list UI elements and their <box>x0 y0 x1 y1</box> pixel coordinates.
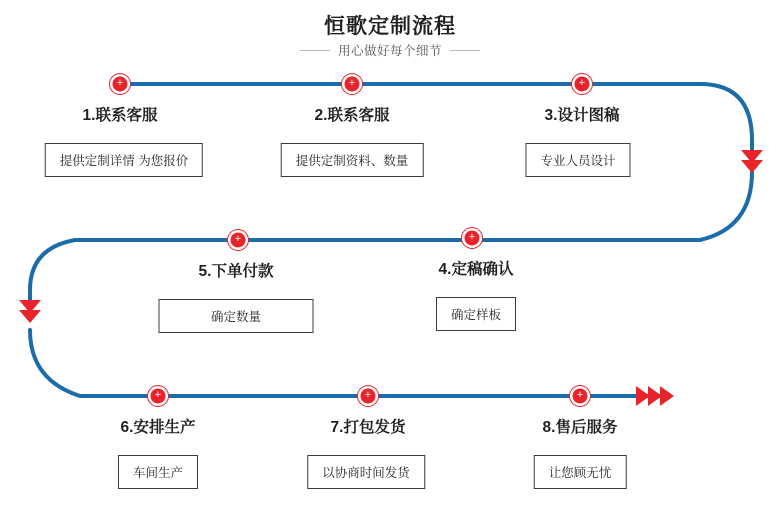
step-label-8: 8.售后服务 <box>542 419 618 436</box>
step-desc-4: 确定样板 <box>436 297 516 331</box>
arrow-right-end <box>636 386 674 406</box>
step-label-7: 7.打包发货 <box>330 419 406 436</box>
node-step-8[interactable] <box>573 389 588 404</box>
node-step-6[interactable] <box>151 389 166 404</box>
plus-icon: + <box>364 389 372 401</box>
node-step-1[interactable] <box>113 77 128 92</box>
step-desc-8: 让您顾无忧 <box>534 455 627 489</box>
flow-segment-row2 <box>75 172 752 240</box>
step-desc-5: 确定数量 <box>159 299 314 333</box>
plus-icon: + <box>468 231 476 243</box>
step-label-5: 5.下单付款 <box>198 263 274 280</box>
step-label-4: 4.定稿确认 <box>438 261 514 278</box>
node-step-4[interactable] <box>465 231 480 246</box>
page-subtitle: 用心做好每个细节 <box>337 44 442 58</box>
node-step-3[interactable] <box>575 77 590 92</box>
step-desc-2: 提供定制资料、数量 <box>281 143 424 177</box>
plus-icon: + <box>348 77 356 89</box>
step-desc-6: 车间生产 <box>118 455 198 489</box>
step-desc-7: 以协商时间发货 <box>307 455 425 489</box>
step-desc-1: 提供定制详情 为您报价 <box>45 143 203 177</box>
step-label-2: 2.联系客服 <box>314 107 390 124</box>
node-step-2[interactable] <box>345 77 360 92</box>
plus-icon: + <box>578 77 586 89</box>
flow-segment-curve-left <box>30 240 75 304</box>
flow-segment-row3 <box>30 330 665 396</box>
step-label-6: 6.安排生产 <box>120 419 196 436</box>
page-title: 恒歌定制流程 <box>324 15 456 38</box>
plus-icon: + <box>576 389 584 401</box>
arrow-down-left <box>19 300 41 323</box>
step-label-1: 1.联系客服 <box>82 107 158 124</box>
step-label-3: 3.设计图稿 <box>544 107 620 124</box>
plus-icon: + <box>116 77 124 89</box>
node-step-7[interactable] <box>361 389 376 404</box>
plus-icon: + <box>154 389 162 401</box>
node-step-5[interactable] <box>231 233 246 248</box>
arrow-down-right <box>741 150 763 173</box>
step-desc-3: 专业人员设计 <box>525 143 630 177</box>
plus-icon: + <box>234 233 242 245</box>
flow-segment-row1 <box>120 84 752 168</box>
